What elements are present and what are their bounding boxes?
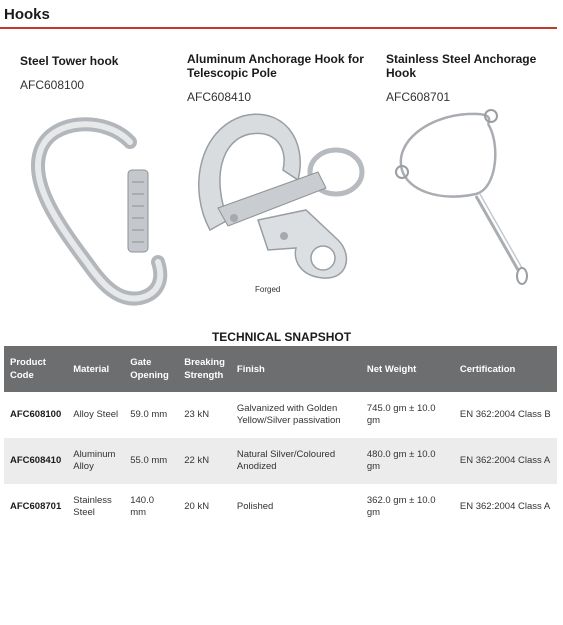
wire-anchorage-hook-icon [388, 102, 548, 292]
product-name: Aluminum Anchorage Hook for Telescopic Pole [187, 52, 364, 80]
cell-certification: EN 362:2004 Class B [459, 409, 551, 420]
cell-product-code: AFC608100 [10, 409, 62, 420]
cell-product-code: AFC608410 [4, 438, 67, 484]
cell-product-code: AFC608701 [10, 501, 62, 512]
product-code: AFC608410 [187, 90, 252, 104]
product-card-3 [386, 52, 561, 104]
table-header-row [4, 346, 557, 392]
col-breaking-strength: Breaking Strength [178, 346, 231, 392]
cell-net-weight: 362.0 gm ± 10.0 gm [366, 495, 436, 518]
cell-finish: Polished [236, 501, 274, 512]
cell-gate-opening: 55.0 mm [124, 438, 178, 484]
section-title: Hooks [4, 6, 50, 23]
product-name: Stainless Steel Anchorage Hook [386, 52, 537, 80]
product-card-1 [20, 54, 170, 92]
cell-net-weight: 480.0 gm ± 10.0 gm [361, 438, 454, 484]
cell-material: Stainless Steel [73, 495, 112, 518]
cell-finish: Galvanized with Golden Yellow/Silver passivation [236, 403, 341, 426]
table-row [4, 484, 557, 530]
cell-breaking-strength: 22 kN [178, 438, 231, 484]
cell-gate-opening: 140.0 mm [130, 495, 155, 518]
cell-net-weight: 745.0 gm ± 10.0 gm [366, 403, 436, 426]
cell-breaking-strength: 23 kN [184, 409, 210, 420]
product-code: AFC608100 [20, 78, 85, 92]
carabiner-hook-icon [28, 112, 173, 308]
col-finish: Finish [231, 346, 361, 392]
snapshot-title: TECHNICAL SNAPSHOT [211, 330, 352, 344]
table-row [4, 392, 557, 438]
col-net-weight: Net Weight [361, 346, 454, 392]
cell-finish: Natural Silver/Coloured Anodized [231, 438, 361, 484]
technical-snapshot-table [4, 346, 557, 530]
cell-material: Alloy Steel [73, 409, 119, 420]
table-row [4, 438, 557, 484]
col-product-code: Product Code [4, 346, 67, 392]
product-card-2 [187, 52, 367, 104]
title-divider [0, 27, 557, 29]
cell-material: Aluminum Alloy [67, 438, 124, 484]
cell-certification: EN 362:2004 Class A [459, 501, 551, 512]
image-caption: Forged [255, 285, 281, 294]
cell-breaking-strength: 20 kN [184, 501, 210, 512]
cell-certification: EN 362:2004 Class A [454, 438, 557, 484]
col-gate-opening: Gate Opening [124, 346, 178, 392]
scaffold-hook-icon [188, 110, 368, 285]
col-material: Material [67, 346, 124, 392]
cell-gate-opening: 59.0 mm [130, 409, 168, 420]
product-code: AFC608701 [386, 90, 451, 104]
product-name: Steel Tower hook [20, 54, 119, 68]
col-certification: Certification [454, 346, 557, 392]
